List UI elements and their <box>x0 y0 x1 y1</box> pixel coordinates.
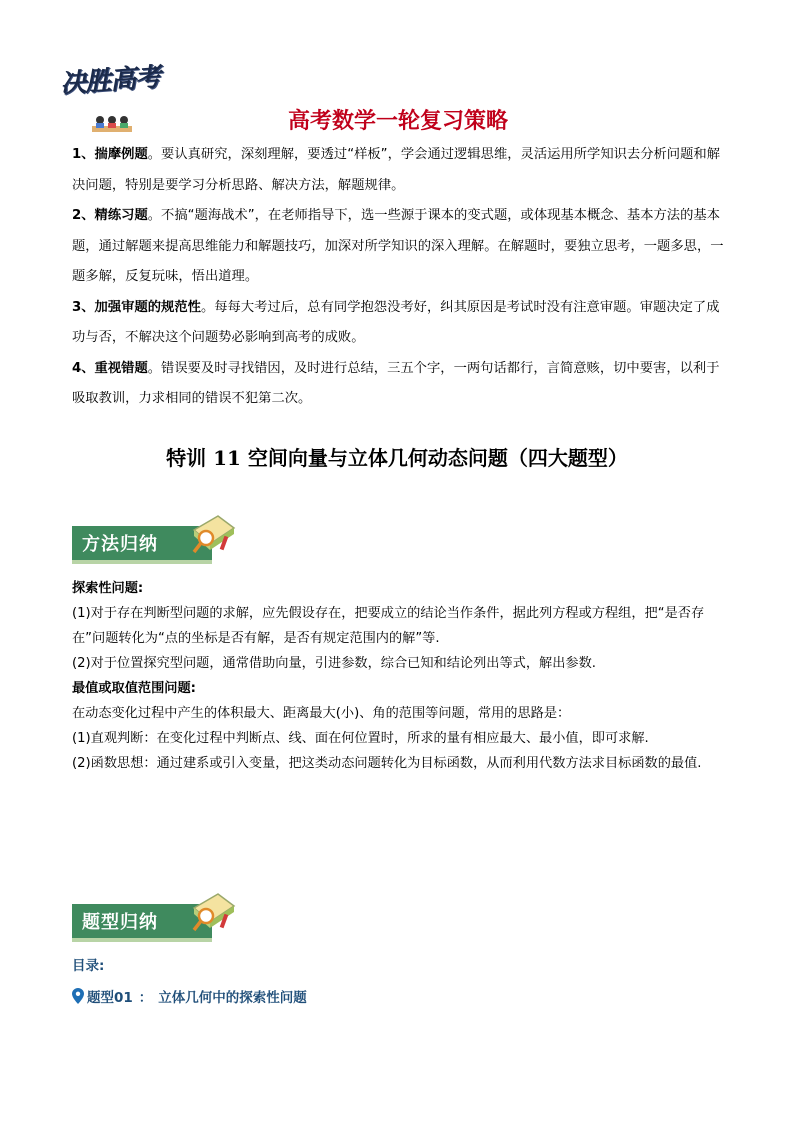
banner-method <box>72 508 242 568</box>
toc-item[interactable] <box>72 986 307 1006</box>
paragraph: 在动态变化过程中产生的体积最大、距离最大(小)、角的范围等问题，常用的思路是： <box>72 706 571 721</box>
strategy-item: 4、重视错题。错误要及时寻找错因，及时进行总结，三五个字，一两句话都行，言简意赅，切中要害，以利于吸取教训，力求相同的错误不犯第二次。 <box>72 360 720 406</box>
subheading-explore: 探索性问题: <box>72 581 144 596</box>
toc-item-title: 立体几何中的探索性问题 <box>158 990 307 1006</box>
paragraph: (2)函数思想：通过建系或引入变量，把这类动态问题转化为目标函数，从而利用代数方法求目标函数的最值. <box>72 756 702 771</box>
toc-item-prefix: 题型01 <box>87 990 133 1006</box>
section-title: 特训 11 空间向量与立体几何动态问题（四大题型） <box>166 446 628 470</box>
paragraph: (1)对于存在判断型问题的求解，应先假设存在，把要成立的结论当作条件，据此列方程或方程组，把“是否存在”问题转化为“点的坐标是否有解，是否有规定范围内的解”等. <box>72 606 705 646</box>
strategy-list <box>72 140 732 415</box>
location-pin-icon <box>72 988 84 1004</box>
subheading-extreme: 最值或取值范围问题: <box>72 681 196 696</box>
paragraph: (1)直观判断：在变化过程中判断点、线、面在何位置时，所求的量有相应最大、最小值，即可求解. <box>72 731 649 746</box>
banner-types <box>72 886 242 946</box>
book-magnifier-icon <box>188 886 240 938</box>
main-title: 高考数学一轮复习策略 <box>287 109 508 134</box>
toc-label: 目录: <box>72 958 105 974</box>
strategy-item: 2、精练习题。不搞“题海战术”，在老师指导下，选一些源于课本的变式题，或体现基本概念、基本方法的基本题，通过解题来提高思维能力和解题技巧，加深对所学知识的深入理解。在解题时，要独立思考，一题多思，一题多解，反复玩味，悟出道理。 <box>72 208 724 284</box>
book-magnifier-icon <box>188 508 240 560</box>
paragraph: (2)对于位置探究型问题，通常借助向量，引进参数，综合已知和结论列出等式，解出参数. <box>72 656 596 671</box>
banner-label: 方法归纳 <box>82 534 158 555</box>
strategy-item: 1、揣摩例题。要认真研究，深刻理解，要透过“样板”，学会通过逻辑思维，灵活运用所学知识去分析问题和解决问题，特别是要学习分析思路、解决方法，解题规律。 <box>72 147 720 193</box>
logo-text: 决胜高考 <box>59 62 162 100</box>
toc-item-separator: ： <box>138 990 153 1006</box>
method-content <box>72 576 732 776</box>
strategy-item: 3、加强审题的规范性。每每大考过后，总有同学抱怨没考好，纠其原因是考试时没有注意审题。审题决定了成功与否，不解决这个问题势必影响到高考的成败。 <box>72 299 720 345</box>
banner-label: 题型归纳 <box>82 912 158 933</box>
